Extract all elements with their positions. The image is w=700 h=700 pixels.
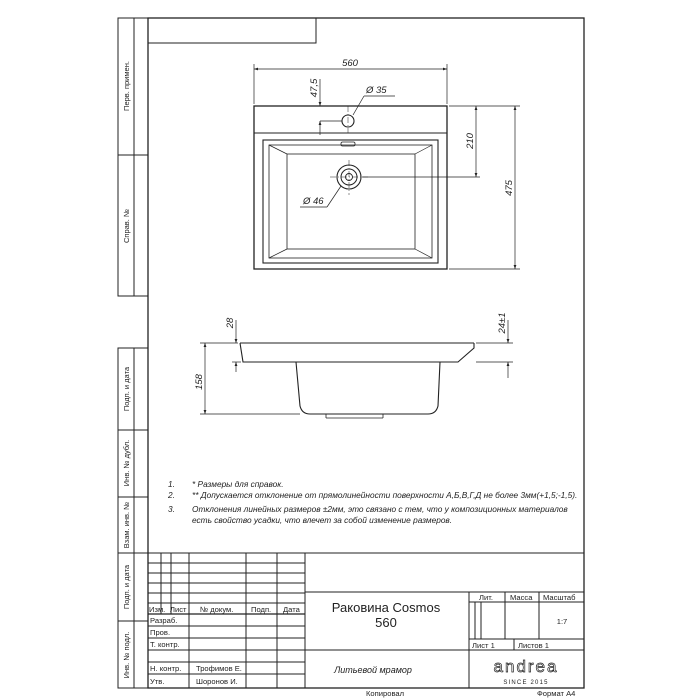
note-text: Отклонения линейных размеров ±2мм, это связано с тем, что у композиционных материалов есть свойство усадки, что влечет за собой изменение размеров. <box>192 504 568 525</box>
dim-offset: 47,5 <box>309 78 320 98</box>
notes-block <box>168 479 588 525</box>
stamp-podp-data-1: Подп. и дата <box>122 366 131 412</box>
dim-rim-thickness: 28 <box>225 317 236 329</box>
header-podp: Подп. <box>251 605 272 614</box>
top-view-dimension-lines <box>254 64 520 269</box>
sink-top-view <box>254 106 447 269</box>
stamp-perv-primen: Перв. примен. <box>122 61 131 111</box>
header-list: Лист <box>170 605 187 614</box>
brand-logo-tagline: SINCE 2015 <box>503 680 549 686</box>
stamp-inv-dubl: Инв. № дубл. <box>122 439 131 487</box>
note-number: 2. <box>168 489 175 500</box>
dim-drain-diameter: Ø 46 <box>303 196 324 207</box>
stamp-podp-data-2: Подп. и дата <box>122 564 131 610</box>
name-utv: Шоронов И. <box>196 677 238 686</box>
header-izm: Изм. <box>149 605 166 614</box>
side-view-dimension-lines <box>200 320 513 414</box>
product-name-line-1: Раковина Cosmos <box>331 600 441 615</box>
dim-width: 560 <box>342 58 358 69</box>
name-n-kontr: Трофимов Е. <box>196 664 242 673</box>
label-copied: Копировал <box>366 689 405 698</box>
role-utv: Утв. <box>150 677 165 686</box>
dim-depth-total: 475 <box>504 180 515 196</box>
note-text: * Размеры для справок. <box>192 479 284 489</box>
dim-depth-drain: 210 <box>465 133 476 149</box>
role-razrab: Разраб. <box>150 616 178 625</box>
note-item <box>168 479 588 490</box>
note-item <box>168 490 588 501</box>
label-lit: Лит. <box>479 593 493 602</box>
label-scale: Масштаб <box>543 593 576 602</box>
role-t-kontr: Т. контр. <box>150 640 180 649</box>
dim-height-total: 158 <box>194 374 205 390</box>
note-text: ** Допускается отклонение от прямолинейности поверхности А,Б,В,Г,Д не более 3мм(+1,5;-1,5). <box>192 489 578 500</box>
dim-rim-height: 24±1 <box>497 312 508 334</box>
sheet-frame <box>148 18 584 688</box>
label-mass: Масса <box>510 593 533 602</box>
note-number: 1. <box>168 479 175 489</box>
note-item <box>168 504 588 525</box>
header-data: Дата <box>283 605 300 614</box>
note-number: 3. <box>168 504 175 514</box>
header-doc-no: № докум. <box>200 605 234 614</box>
material-label: Литьевой мрамор <box>334 665 412 675</box>
dim-hole-diameter: Ø 35 <box>366 85 387 96</box>
stamp-vzam-inv: Взам. инв. № <box>122 501 131 549</box>
product-name-line-2: 560 <box>375 615 397 630</box>
role-prov: Пров. <box>150 628 171 637</box>
role-n-kontr: Н. контр. <box>150 664 182 673</box>
stamp-sprav-no: Справ. № <box>122 208 131 244</box>
sink-side-view <box>240 343 474 418</box>
label-sheet: Лист 1 <box>472 641 495 650</box>
value-scale: 1:7 <box>556 617 568 626</box>
label-format: Формат А4 <box>537 689 576 698</box>
label-sheets: Листов 1 <box>518 641 550 650</box>
brand-logo: andrea <box>493 657 559 676</box>
top-view-centerlines <box>330 106 368 195</box>
stamp-inv-podl: Инв. № подл. <box>122 631 131 679</box>
